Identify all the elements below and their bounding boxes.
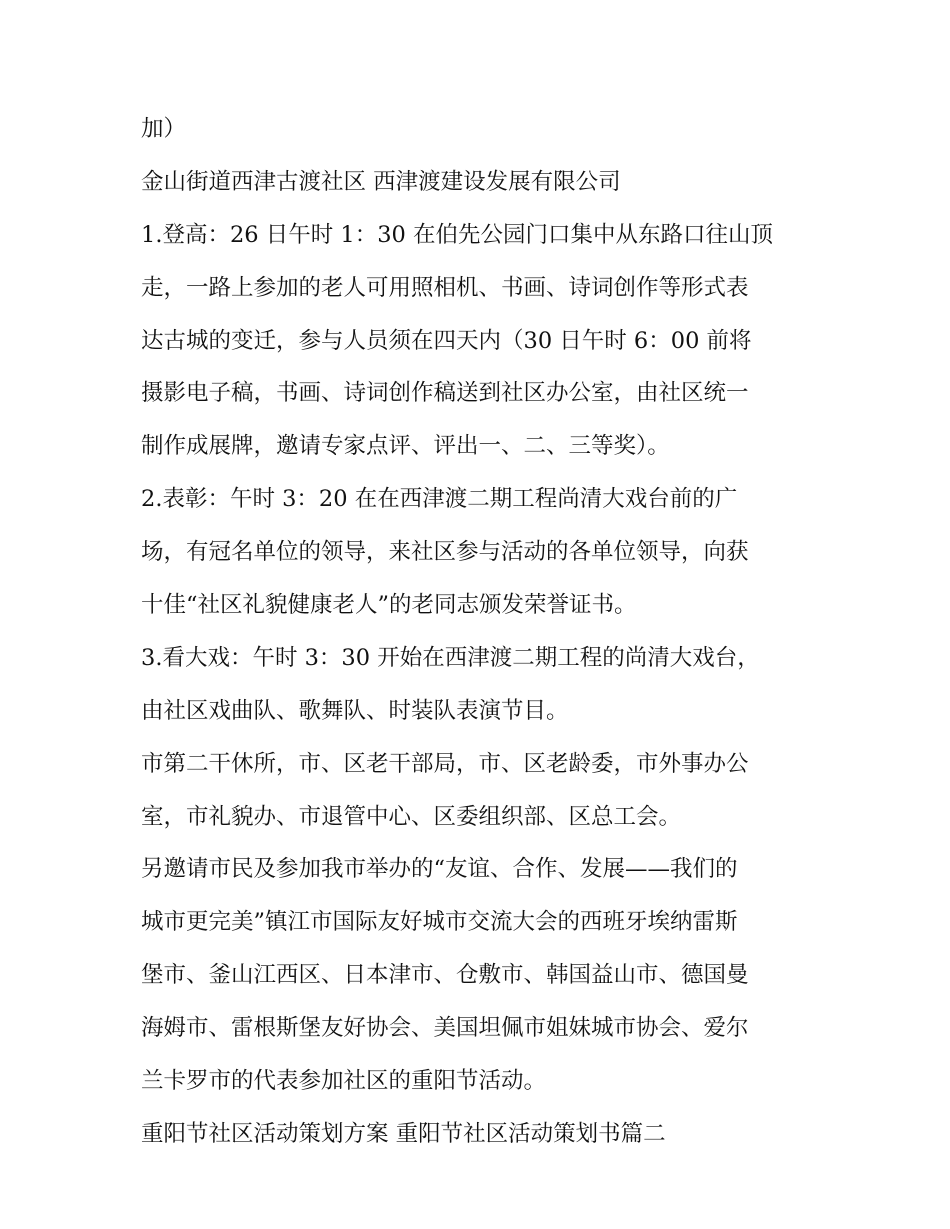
text-line-8: 2.表彰：午时 3：20 在在西津渡二期工程尚清大戏台前的广 [141,486,738,513]
text-line-7: 制作成展牌，邀请专家点评、评出一、二、三等奖）。 [141,433,670,460]
text-line-5: 达古城的变迁，参与人员须在四天内（30 日午时 6：00 前将 [141,327,752,354]
text-line-3: 1.登高：26 日午时 1：30 在伯先公园门口集中从东路口往山顶 [141,221,774,248]
text-line-16: 城市更完美”镇江市国际友好城市交流大会的西班牙埃纳雷斯 [141,909,738,936]
text-line-2: 金山街道西津古渡社区 西津渡建设发展有限公司 [141,168,621,195]
document-page [141,111,821,1169]
text-line-19: 兰卡罗市的代表参加社区的重阳节活动。 [141,1068,547,1095]
text-line-9: 场，有冠名单位的领导，来社区参与活动的各单位领导，向获 [141,539,749,566]
text-line-12: 由社区戏曲队、歌舞队、时装队表演节目。 [141,697,569,724]
text-line-18: 海姆市、雷根斯堡友好协会、美国坦佩市姐妹城市协会、爱尔 [141,1015,749,1042]
text-line-20: 重阳节社区活动策划方案 重阳节社区活动策划书篇二 [141,1120,666,1147]
text-line-1: 加） [141,116,187,142]
text-line-17: 堡市、釜山江西区、日本津市、仓敷市、韩国益山市、德国曼 [141,962,749,989]
text-line-13: 市第二干休所，市、区老干部局，市、区老龄委，市外事办公 [141,750,749,777]
text-line-14: 室，市礼貌办、市退管中心、区委组织部、区总工会。 [141,803,682,830]
text-line-6: 摄影电子稿，书画、诗词创作稿送到社区办公室，由社区统一 [141,380,749,407]
text-line-4: 走，一路上参加的老人可用照相机、书画、诗词创作等形式表 [141,274,749,301]
text-line-10: 十佳“社区礼貌健康老人”的老同志颁发荣誉证书。 [141,592,637,619]
text-line-11: 3.看大戏：午时 3：30 开始在西津渡二期工程的尚清大戏台， [141,644,760,671]
text-line-15: 另邀请市民及参加我市举办的“友谊、合作、发展——我们的 [141,856,738,883]
